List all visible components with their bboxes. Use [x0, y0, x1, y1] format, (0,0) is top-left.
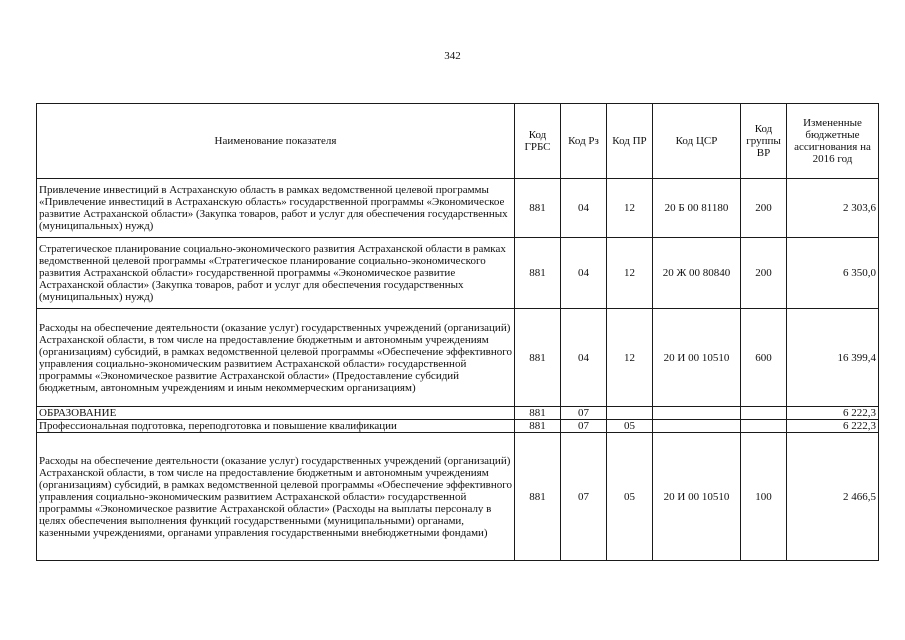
cell-name: ОБРАЗОВАНИЕ [37, 407, 515, 420]
budget-table [36, 103, 879, 561]
cell-pr: 12 [607, 179, 653, 238]
header-amount: Измененные бюджетные ассигнования на 2016 год [787, 104, 879, 179]
cell-pr: 12 [607, 309, 653, 407]
cell-csr [653, 420, 741, 433]
cell-pr: 05 [607, 420, 653, 433]
cell-name: Стратегическое планирование социально-экономического развития Астраханской области в рамках ведомственной целевой программы «Стратегическое планирование социально-экономического развития Астраханской области» государственной программы «Экономическое развитие Астраханской области» (Закупка товаров, работ и услуг для обеспечения государственных (муниципальных) нужд) [37, 238, 515, 309]
cell-grbs: 881 [515, 407, 561, 420]
cell-vr: 100 [741, 433, 787, 561]
table-row [37, 238, 879, 309]
cell-pr: 05 [607, 433, 653, 561]
table-row [37, 407, 879, 420]
header-vr: Код группы ВР [741, 104, 787, 179]
cell-name: Расходы на обеспечение деятельности (оказание услуг) государственных учреждений (организаций) Астраханской области, в том числе на предоставление бюджетным и автономным учреждениям (организациям) субсидий, в рамках ведомственной целевой программы «Обеспечение эффективного управления социально-экономическим развитием Астраханской области» государственной программы «Экономическое развитие Астраханской области» (Расходы на выплаты персоналу в целях обеспечения выполнения функций государственными (муниципальными) органами, казенными учреждениями, органами управления государственными внебюджетными фондами) [37, 433, 515, 561]
header-name: Наименование показателя [37, 104, 515, 179]
cell-vr: 200 [741, 238, 787, 309]
cell-pr [607, 407, 653, 420]
cell-grbs: 881 [515, 309, 561, 407]
table-row [37, 309, 879, 407]
cell-name: Расходы на обеспечение деятельности (оказание услуг) государственных учреждений (организаций) Астраханской области, в том числе на предоставление бюджетным и автономным учреждениям (организациям) субсидий, в рамках ведомственной целевой программы «Обеспечение эффективного управления социально-экономическим развитием Астраханской области» государственной программы «Экономическое развитие Астраханской области» (Предоставление субсидий бюджетным, автономным учреждениям и иным некоммерческим организациям) [37, 309, 515, 407]
cell-rz: 04 [561, 179, 607, 238]
cell-name: Привлечение инвестиций в Астраханскую область в рамках ведомственной целевой программы «Привлечение инвестиций в Астраханскую область» государственной программы «Экономическое развитие Астраханской области» (Закупка товаров, работ и услуг для обеспечения государственных (муниципальных) нужд) [37, 179, 515, 238]
cell-grbs: 881 [515, 179, 561, 238]
header-row [37, 104, 879, 179]
header-grbs: Код ГРБС [515, 104, 561, 179]
cell-grbs: 881 [515, 420, 561, 433]
cell-rz: 07 [561, 433, 607, 561]
cell-csr: 20 И 00 10510 [653, 433, 741, 561]
cell-csr: 20 И 00 10510 [653, 309, 741, 407]
header-rz: Код Рз [561, 104, 607, 179]
cell-amount: 6 350,0 [787, 238, 879, 309]
table-row [37, 179, 879, 238]
cell-grbs: 881 [515, 433, 561, 561]
cell-amount: 2 303,6 [787, 179, 879, 238]
cell-amount: 16 399,4 [787, 309, 879, 407]
cell-rz: 07 [561, 420, 607, 433]
header-csr: Код ЦСР [653, 104, 741, 179]
cell-pr: 12 [607, 238, 653, 309]
cell-rz: 04 [561, 309, 607, 407]
table-body [37, 179, 879, 561]
cell-rz: 07 [561, 407, 607, 420]
table-header [37, 104, 879, 179]
cell-name: Профессиональная подготовка, переподготовка и повышение квалификации [37, 420, 515, 433]
cell-grbs: 881 [515, 238, 561, 309]
cell-amount: 6 222,3 [787, 407, 879, 420]
header-pr: Код ПР [607, 104, 653, 179]
cell-vr [741, 407, 787, 420]
cell-amount: 6 222,3 [787, 420, 879, 433]
cell-csr: 20 Б 00 81180 [653, 179, 741, 238]
cell-csr [653, 407, 741, 420]
table-row [37, 433, 879, 561]
cell-rz: 04 [561, 238, 607, 309]
cell-csr: 20 Ж 00 80840 [653, 238, 741, 309]
cell-vr: 200 [741, 179, 787, 238]
cell-vr: 600 [741, 309, 787, 407]
cell-amount: 2 466,5 [787, 433, 879, 561]
table-row [37, 420, 879, 433]
cell-vr [741, 420, 787, 433]
page-number: 342 [444, 50, 461, 62]
